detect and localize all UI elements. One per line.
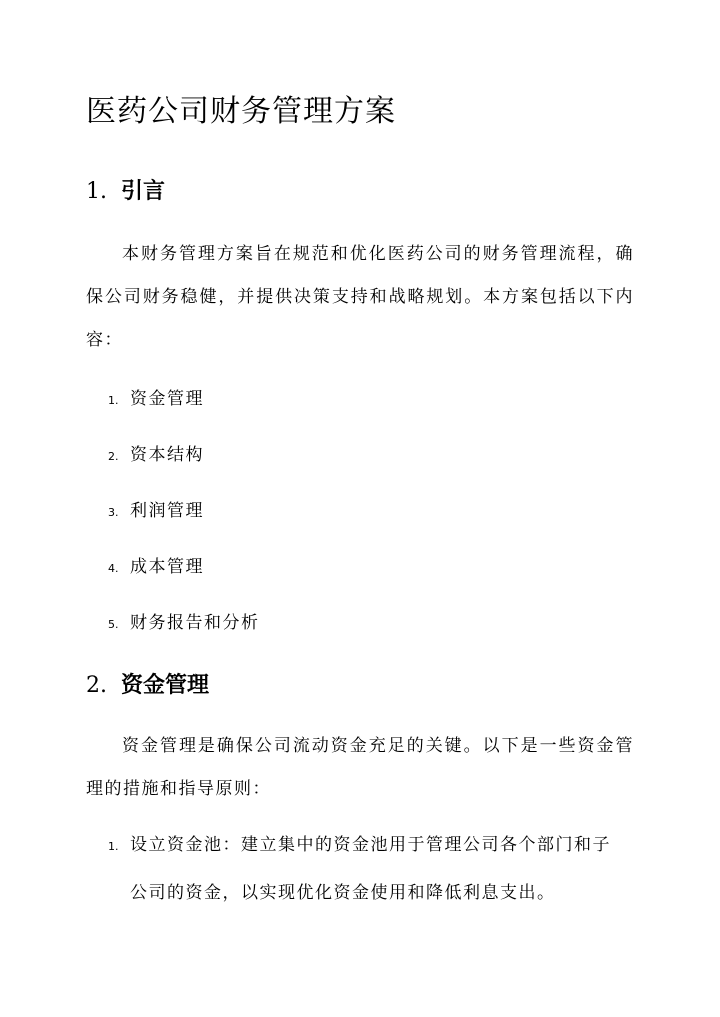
list-item-text: 成本管理 — [130, 557, 204, 577]
list-item-number: 4. — [108, 562, 119, 575]
list-item-text: 财务报告和分析 — [130, 613, 260, 633]
list-item-text: 利润管理 — [130, 501, 204, 521]
section-number: 1. — [86, 179, 107, 204]
contents-list — [108, 388, 260, 668]
section-title: 引言 — [121, 178, 166, 204]
section-heading-intro — [86, 174, 165, 205]
intro-paragraph: 本财务管理方案旨在规范和优化医药公司的财务管理流程，确保公司财务稳健，并提供决策支持和战略规划。本方案包括以下内容： — [86, 244, 634, 350]
section-title: 资金管理 — [121, 672, 210, 698]
fund-management-paragraph: 资金管理是确保公司流动资金充足的关键。以下是一些资金管理的措施和指导原则： — [86, 736, 634, 799]
list-item — [108, 444, 260, 500]
document-title: 医药公司财务管理方案 — [86, 94, 396, 129]
list-item-text: 资本结构 — [130, 445, 204, 465]
list-item-number: 3. — [108, 506, 119, 519]
measure-item-line-1: 设立资金池：建立集中的资金池用于管理公司各个部门和子 — [130, 835, 611, 855]
measure-item-line-2: 公司的资金，以实现优化资金使用和降低利息支出。 — [130, 883, 556, 903]
list-item-number: 1. — [108, 394, 119, 407]
list-item-text: 资金管理 — [130, 389, 204, 409]
list-item — [108, 612, 260, 668]
list-item — [108, 388, 260, 444]
list-item — [108, 556, 260, 612]
section-number: 2. — [86, 673, 107, 698]
section-heading-fund-management — [86, 668, 209, 699]
measure-item — [108, 822, 628, 916]
measure-item-number: 1. — [108, 840, 119, 853]
list-item — [108, 500, 260, 556]
list-item-number: 5. — [108, 618, 119, 631]
list-item-number: 2. — [108, 450, 119, 463]
